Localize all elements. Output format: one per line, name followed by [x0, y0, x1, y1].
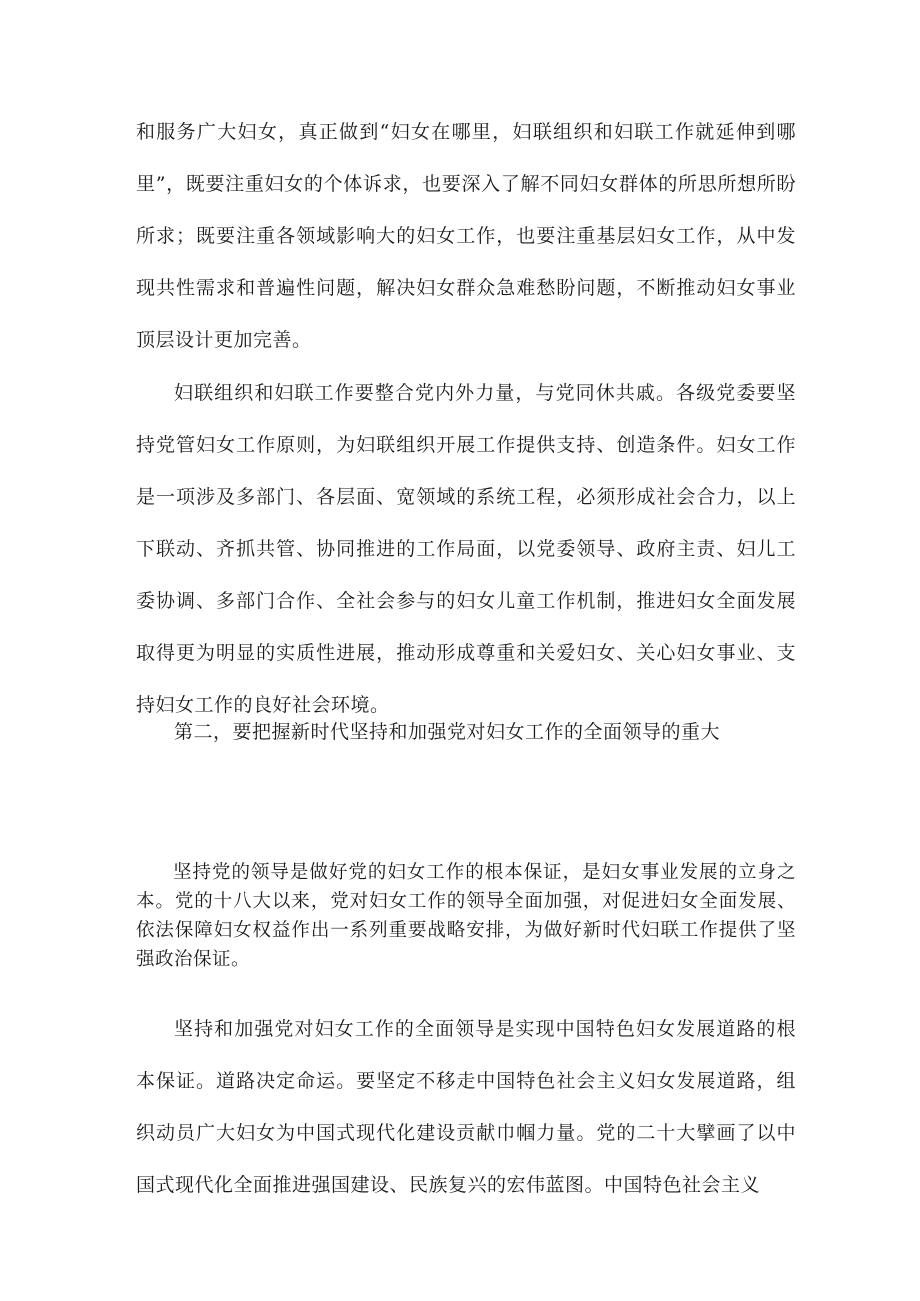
body-paragraph-5: 坚持和加强党对妇女工作的全面领导是实现中国特色妇女发展道路的根本保证。道路决定命运。要坚定不移走中国特色社会主义妇女发展道路，组织动员广大妇女为中国式现代化建设贡献巾帼力量。党的二十大擘画了以中国式现代化全面推进强国建设、民族复兴的宏伟蓝图。中国特色社会主义 — [136, 1018, 796, 1196]
body-paragraph-1: 和服务广大妇女，真正做到“妇女在哪里，妇联组织和妇联工作就延伸到哪里”，既要注重妇女的个体诉求，也要深入了解不同妇女群体的所思所想所盼所求；既要注重各领域影响大的妇女工作，也要注重基层妇女工作，从中发现共性需求和普遍性问题，解决妇女群众急难愁盼问题，不断推动妇女事业顶层设计更加完善。 — [136, 121, 796, 351]
body-paragraph-2: 妇联组织和妇联工作要整合党内外力量，与党同休共戚。各级党委要坚持党管妇女工作原则，为妇联组织开展工作提供支持、创造条件。妇女工作是一项涉及多部门、各层面、宽领域的系统工程，必须形成社会合力，以上下联动、齐抓共管、协同推进的工作局面，以党委领导、政府主责、妇儿工委协调、多部门合作、全社会参与的妇女儿童工作机制，推进妇女全面发展取得更为明显的实质性进展，推动形成尊重和关爱妇女、关心妇女事业、支持妇女工作的良好社会环境。 — [136, 382, 796, 716]
section-heading-paragraph: 第二，要把握新时代坚持和加强党对妇女工作的全面领导的重大 — [174, 721, 721, 743]
body-paragraph-4: 坚持党的领导是做好党的妇女工作的根本保证，是妇女事业发展的立身之本。党的十八大以来，党对妇女工作的领导全面加强，对促进妇女全面发展、依法保障妇女权益作出一系列重要战略安排，为做好新时代妇联工作提供了坚强政治保证。 — [136, 862, 796, 970]
